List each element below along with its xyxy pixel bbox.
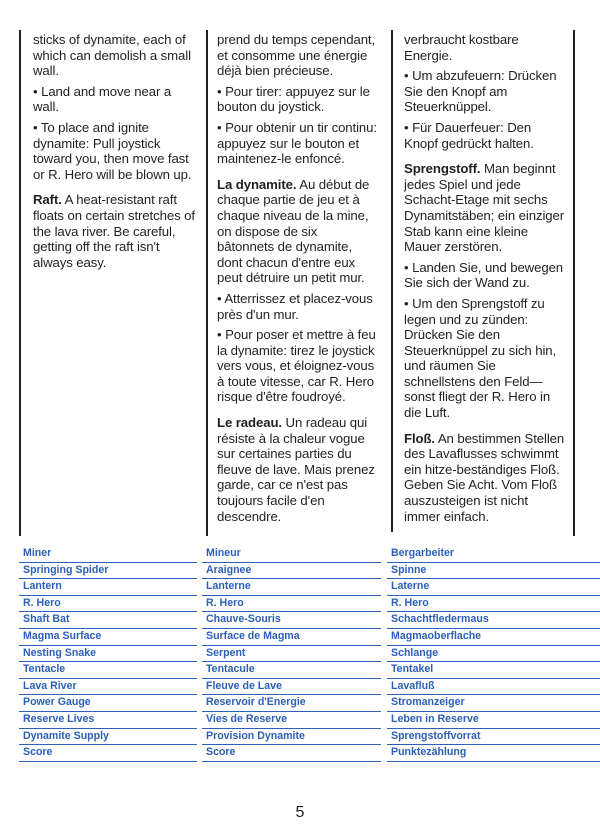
glossary-cell-de: Magmaoberflache [387,629,600,646]
glossary-cell-fr: Reservoir d'Energie [202,695,381,712]
glossary-cell-de: Tentakel [387,662,600,679]
column-rule-mid-right [391,30,393,532]
column-rule-right [573,30,575,536]
dynamite-text: Man beginnt jedes Spiel und jede Schacht-Etage mit sechs Dynamitstäben; ein einziger Stab kann eine kleine Mauer zerstören. [404,161,565,255]
glossary-cell-de: Spinne [387,563,600,580]
french-column [217,32,377,529]
glossary-cell-en: Miner [19,546,197,563]
glossary-row [19,729,600,746]
english-bullet: • To place and ignite dynamite: Pull joystick toward you, then move fast or R. Hero will be blown up. [33,119,192,182]
glossary-cell-en: R. Hero [19,596,197,613]
english-raft-paragraph [33,192,198,270]
french-paragraph: prend du temps cependant, et consomme une énergie déjà bien précieuse. [217,32,376,79]
glossary-row [19,695,600,712]
french-bullet: • Pour obtenir un tir continu: appuyez sur le bouton et maintenez-le enfoncé. [217,119,377,167]
glossary-cell-de: R. Hero [387,596,600,613]
glossary-header-row [19,546,600,563]
glossary-cell-fr: Score [202,745,381,762]
glossary-cell-fr: Serpent [202,646,381,663]
glossary-cell-en: Nesting Snake [19,646,197,663]
glossary-cell-de: Sprengstoffvorrat [387,729,600,746]
french-raft-paragraph [217,415,377,524]
glossary-cell-en: Reserve Lives [19,712,197,729]
glossary-row [19,712,600,729]
glossary-cell-de: Lavafluß [387,679,600,696]
raft-text: A heat-resistant raft floats on certain stretches of the lava river. Be careful, getting off the raft isn't always easy. [33,192,195,270]
glossary-cell-de: Schlange [387,646,600,663]
german-bullet: • Landen Sie, und bewegen Sie sich der Wand zu. [404,259,564,291]
glossary-row [19,563,600,580]
glossary-row [19,596,600,613]
glossary-cell-en: Power Gauge [19,695,197,712]
glossary-cell-en: Tentacle [19,662,197,679]
glossary-cell-fr: Vies de Reserve [202,712,381,729]
glossary-cell-fr: Tentacule [202,662,381,679]
english-paragraph: sticks of dynamite, each of which can demolish a small wall. [33,32,191,79]
glossary-cell-fr: Lanterne [202,579,381,596]
glossary-cell-de: Schachtfledermaus [387,612,600,629]
raft-text: Un radeau qui résiste à la chaleur vogue sur certaines parties du fleuve de lave. Mais prenez garde, car ce n'est pas toujours facile d'en descendre. [217,415,375,524]
german-column [404,32,566,529]
german-raft-paragraph [404,431,566,525]
glossary-rows [19,563,600,762]
glossary-cell-fr: Surface de Magma [202,629,381,646]
glossary-cell-fr: Provision Dynamite [202,729,381,746]
glossary-row [19,629,600,646]
german-bullet: • Um abzufeuern: Drücken Sie den Knopf am Steuerknüppel. [404,68,557,115]
glossary-cell-de: Stromanzeiger [387,695,600,712]
glossary-row [19,662,600,679]
glossary-cell-en: Springing Spider [19,563,197,580]
raft-heading: Floß. [404,430,435,446]
glossary-cell-fr: Fleuve de Lave [202,679,381,696]
glossary-cell-de: Bergarbeiter [387,546,600,563]
glossary-cell-en: Lantern [19,579,197,596]
glossary-row [19,579,600,596]
glossary-cell-en: Lava River [19,679,197,696]
english-column [33,32,198,275]
german-dynamite-paragraph [404,161,566,255]
german-bullet: • Um den Sprengstoff zu legen und zu zünden: Drücken Sie den Steuerknüppel zu sich hin, und räumen Sie schnellstens den Feld—sonst fliegt der R. Hero in die Luft. [404,295,557,421]
glossary-cell-de: Punktezählung [387,745,600,762]
glossary-cell-de: Laterne [387,579,600,596]
french-bullet: • Atterrissez et placez-vous près d'un mur. [217,290,373,322]
glossary-cell-fr: Chauve-Souris [202,612,381,629]
glossary-row [19,612,600,629]
raft-text: An bestimmen Stellen des Lavaflusses schwimmt ein hitze-beständiges Floß. Geben Sie Acht. Vom Floß auszusteigen ist nicht immer einfach. [404,430,565,524]
french-bullet: • Pour poser et mettre à feu la dynamite: tirez le joystick vers vous, et éloignez-vous à toute vitesse, car R. Hero risque d'être foudroyé. [217,327,376,405]
raft-heading: Le radeau. [217,415,282,431]
glossary-cell-en: Magma Surface [19,629,197,646]
german-paragraph: verbraucht kostbare Energie. [404,32,519,63]
english-bullet: • Land and move near a wall. [33,83,172,115]
glossary-cell-fr: R. Hero [202,596,381,613]
glossary-cell-fr: Mineur [202,546,381,563]
column-rule-left [19,30,21,536]
glossary-cell-en: Shaft Bat [19,612,197,629]
raft-heading: Raft. [33,192,62,208]
dynamite-text: Au début de chaque partie de jeu et à chaque niveau de la mine, on dispose de six bâtonnets de dynamite, dont chacun d'entre eux peut détruire un petit mur. [217,176,370,286]
glossary-row [19,646,600,663]
german-bullet: • Für Dauerfeuer: Den Knopf gedrückt halten. [404,119,534,151]
glossary-cell-en: Dynamite Supply [19,729,197,746]
french-dynamite-paragraph [217,177,377,286]
glossary-row [19,679,600,696]
dynamite-heading: La dynamite. [217,176,297,192]
glossary-row [19,745,600,762]
french-bullet: • Pour tirer: appuyez sur le bouton du joystick. [217,83,370,115]
glossary-cell-fr: Araignee [202,563,381,580]
column-rule-mid-left [206,30,208,536]
glossary-cell-en: Score [19,745,197,762]
dynamite-heading: Sprengstoff. [404,161,481,177]
glossary-cell-de: Leben in Reserve [387,712,600,729]
page-number: 5 [295,804,305,821]
glossary-table [19,546,600,762]
